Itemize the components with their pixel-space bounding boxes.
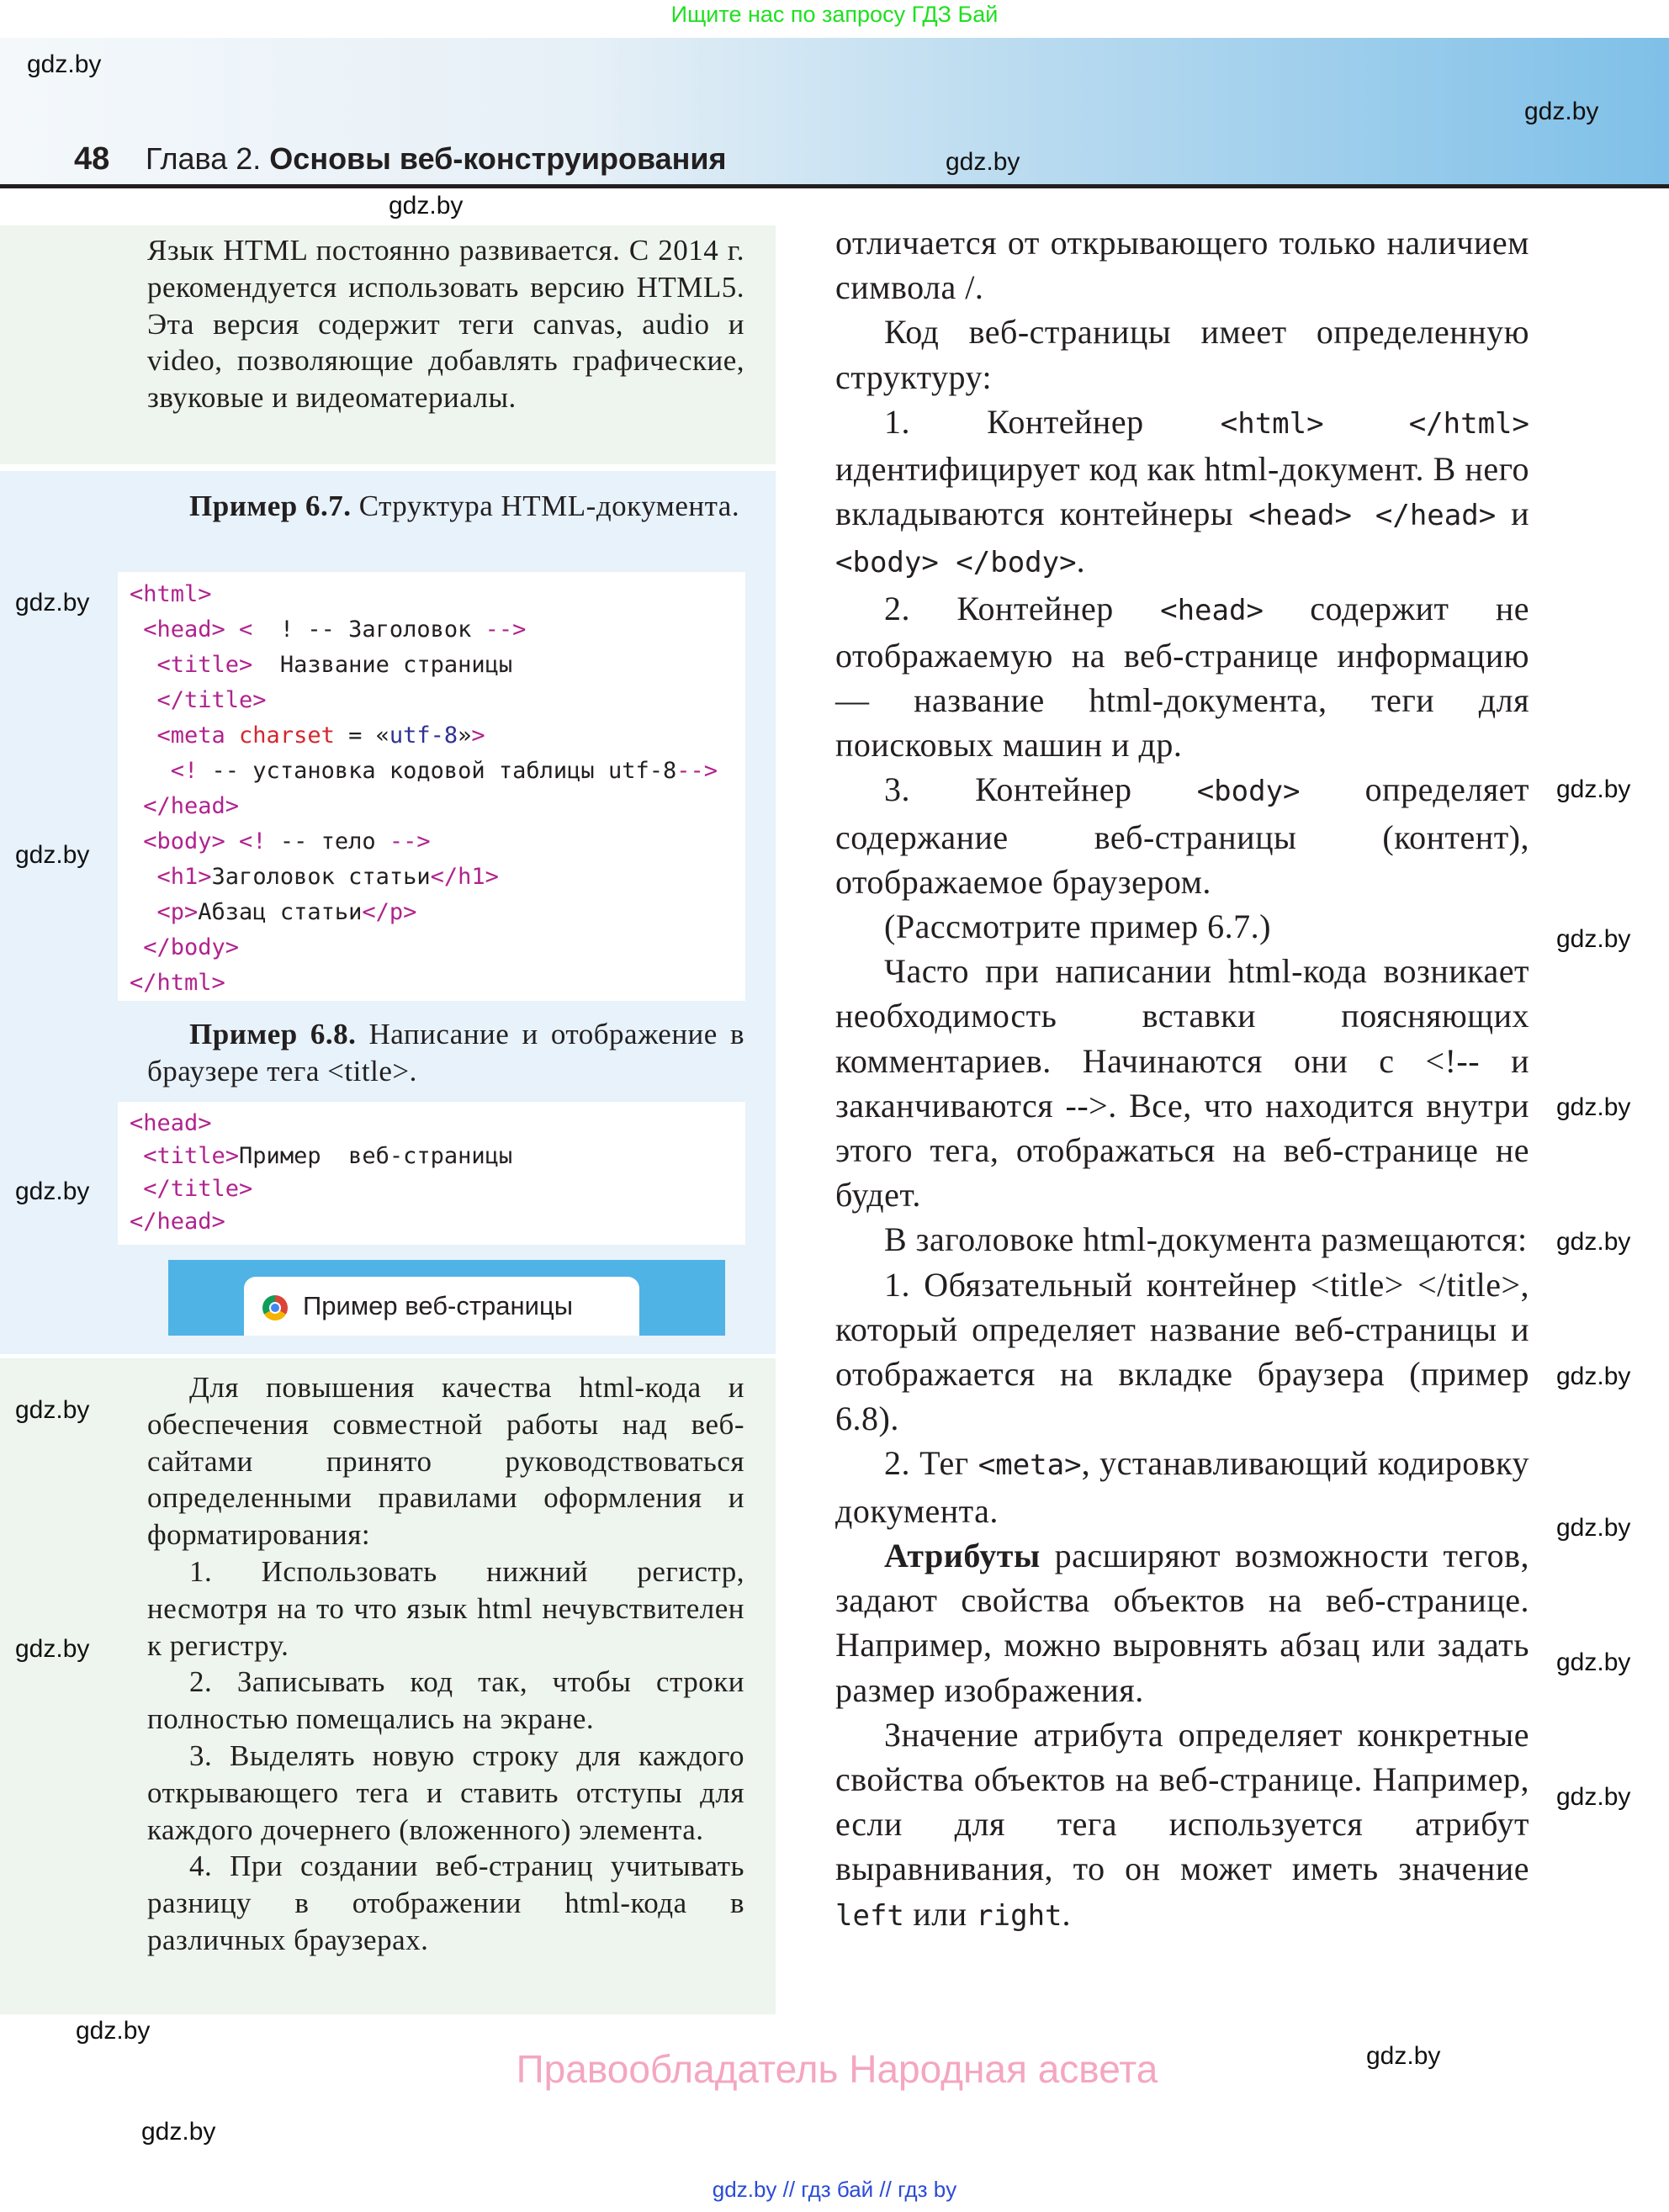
header-divider [0, 184, 1669, 188]
watermark: gdz.by [1366, 2042, 1441, 2070]
watermark: gdz.by [1556, 1093, 1631, 1121]
code-token: </html> [130, 970, 225, 996]
code-token: --> [389, 828, 431, 855]
code-token: --> [676, 758, 718, 784]
code-token: ! -- Заголовок [279, 617, 485, 643]
code-token: <head> [130, 617, 225, 643]
code-line [130, 1172, 512, 1205]
code-listing [130, 1107, 512, 1238]
paragraph: 2. Контейнер <head> содержит не отображаемую на веб-странице информацию — название html-документа, теги для поисковых машин и др. [835, 589, 1529, 765]
paragraph: (Рассмотрите пример 6.7.) [884, 908, 1271, 946]
main-text [835, 220, 1529, 1939]
page-number: 48 [74, 141, 110, 177]
code-line [130, 754, 745, 789]
paragraph: 3. Контейнер <body> определяет содержание веб-страницы (контент), отображаемое браузером. [835, 770, 1529, 901]
code-line [130, 789, 745, 824]
copyright-footer: Правообладатель Народная асвета [516, 2047, 1158, 2091]
example-6-8-caption [147, 1016, 744, 1090]
watermark: gdz.by [15, 841, 90, 869]
rules-intro: Для повышения качества html-кода и обеспечения совместной работы над веб-сайтами принято руководствоваться определенными правилами оформления и форматирования: [147, 1371, 744, 1552]
paragraph: Значение атрибута определяет конкретные свойства объектов на веб-странице. Например, если для тега используется атрибут выравнивания, то он может иметь значение left или right. [835, 1715, 1529, 1933]
rule-item: 2. Записывать код так, чтобы строки полностью помещались на экране. [147, 1665, 744, 1736]
code-token: < [225, 617, 280, 643]
watermark: gdz.by [1556, 1514, 1631, 1542]
browser-tab-label: Пример веб-страницы [303, 1291, 573, 1320]
paragraph: В заголовоке html-документа размещаются: [884, 1220, 1528, 1259]
watermark: gdz.by [27, 50, 102, 78]
code-token: <! [225, 828, 267, 855]
code-line [130, 612, 745, 648]
watermark: gdz.by [141, 2118, 216, 2146]
code-token: -- установка кодовой таблицы utf-8 [198, 758, 677, 784]
watermark: gdz.by [76, 2017, 151, 2045]
code-token: Заголовок статьи [211, 864, 431, 890]
code-token: <p> [130, 899, 199, 925]
example-6-8-text: Написание и отображение в браузере тега <title>. [147, 1018, 744, 1087]
watermark: gdz.by [946, 148, 1020, 176]
search-ad-banner: Ищите нас по запросу ГДЗ Бай [670, 2, 999, 27]
code-token: </body> [130, 934, 240, 960]
code-line [130, 1205, 512, 1238]
code-listing [118, 572, 745, 1001]
watermark: gdz.by [1556, 1783, 1631, 1811]
code-token: <head> [130, 1110, 212, 1136]
watermark: gdz.by [1556, 1228, 1631, 1256]
code-token: Абзац статьи [198, 899, 363, 925]
code-line [130, 824, 745, 860]
code-token: Пример веб-страницы [239, 1143, 513, 1169]
code-line [130, 648, 745, 683]
rules-text [147, 1369, 744, 1959]
code-token: </title> [130, 687, 267, 713]
code-token: = « [334, 722, 389, 749]
code-token: charset [239, 722, 335, 749]
code-token: <html> [130, 581, 212, 607]
code-token: <! [130, 758, 199, 784]
code-token: utf-8 [389, 722, 458, 749]
code-token: <meta [130, 722, 240, 749]
watermark: gdz.by [1524, 98, 1599, 125]
code-token: --> [485, 617, 527, 643]
code-line [130, 895, 745, 930]
code-token: </title> [130, 1176, 253, 1202]
chapter-title [146, 141, 727, 177]
code-line [130, 1107, 512, 1140]
example-6-7-label: Пример 6.7. [189, 489, 352, 522]
example-6-8-label: Пример 6.8. [189, 1018, 357, 1050]
code-line [130, 860, 745, 895]
code-line [130, 718, 745, 754]
paragraph: 1. Контейнер <html> </html> идентифицирует код как html-документ. В него вкладываются контейнеры <head> </head> и <body> </body>. [835, 402, 1529, 580]
watermark: gdz.by [389, 192, 464, 220]
paragraph: 1. Обязательный контейнер <title> </title>, который определяет название веб-страницы и отображается на вкладке браузера (пример 6.8). [835, 1265, 1529, 1438]
rule-item: 3. Выделять новую строку для каждого открывающего тега и ставить отступы для каждого дочернего (вложенного) элемента. [147, 1738, 744, 1846]
browser-tab [244, 1277, 639, 1336]
rule-item: 1. Использовать нижний регистр, несмотря на то что язык html нечувствителен к регистру. [147, 1554, 744, 1662]
code-token: <title> [130, 652, 253, 678]
term-attributes: Атрибуты [884, 1536, 1041, 1574]
watermark: gdz.by [15, 589, 90, 617]
code-line [130, 683, 745, 718]
rule-item: 4. При создании веб-страниц учитывать разницу в отображении html-кода в различных браузерах. [147, 1850, 744, 1956]
watermark: gdz.by [1556, 775, 1631, 803]
code-token: » [458, 722, 472, 749]
intro-text: Язык HTML постоянно развивается. С 2014 г. рекомендуется использовать версию HTML5. Эта версия содержит теги canvas, audio и video, позволяющие добавлять графические, звуковые и видеоматериалы. [147, 234, 744, 415]
bottom-links[interactable]: gdz.by // гдз бай // гдз by [712, 2177, 957, 2202]
code-token: <title> [130, 1143, 240, 1169]
code-line [130, 966, 745, 1001]
code-token: </p> [362, 899, 417, 925]
watermark: gdz.by [1556, 1363, 1631, 1390]
code-token: </head> [130, 1209, 225, 1235]
chapter-name: Основы веб-конструирования [269, 141, 727, 176]
code-block-6-7 [118, 572, 745, 1001]
code-token: </h1> [430, 864, 499, 890]
code-token: > [471, 722, 485, 749]
paragraph: Код веб-страницы имеет определенную структуру: [835, 313, 1529, 396]
code-line [130, 1140, 512, 1172]
paragraph: Часто при написании html-кода возникает необходимость вставки поясняющих комментариев. Начинаются они с <!-- и заканчиваются -->. Все, что находится внутри этого тега, отображаться на веб-странице не будет. [835, 952, 1529, 1214]
chrome-icon [262, 1295, 288, 1320]
paragraph: Атрибуты расширяют возможности тегов, задают свойства объектов на веб-странице. Например, можно выровнять абзац или задать размер изображения. [835, 1536, 1529, 1709]
paragraph: 2. Тег <meta>, устанавливающий кодировку документа. [835, 1444, 1529, 1530]
code-line [130, 930, 745, 966]
code-token: <body> [130, 828, 225, 855]
watermark: gdz.by [15, 1396, 90, 1424]
watermark: gdz.by [1556, 925, 1631, 953]
code-token: -- тело [266, 828, 389, 855]
code-token: <h1> [130, 864, 212, 890]
watermark: gdz.by [15, 1177, 90, 1205]
browser-tab-preview [168, 1260, 725, 1336]
paragraph: отличается от открывающего только наличием символа /. [835, 224, 1529, 307]
watermark: gdz.by [1556, 1648, 1631, 1676]
code-token: Название страницы [252, 652, 513, 678]
watermark: gdz.by [15, 1635, 90, 1663]
example-6-7-caption [147, 488, 744, 525]
example-6-7-text: Структура HTML-документа. [351, 489, 740, 522]
code-line [130, 577, 745, 612]
chapter-prefix: Глава 2. [146, 141, 262, 176]
code-token: </head> [130, 793, 240, 819]
